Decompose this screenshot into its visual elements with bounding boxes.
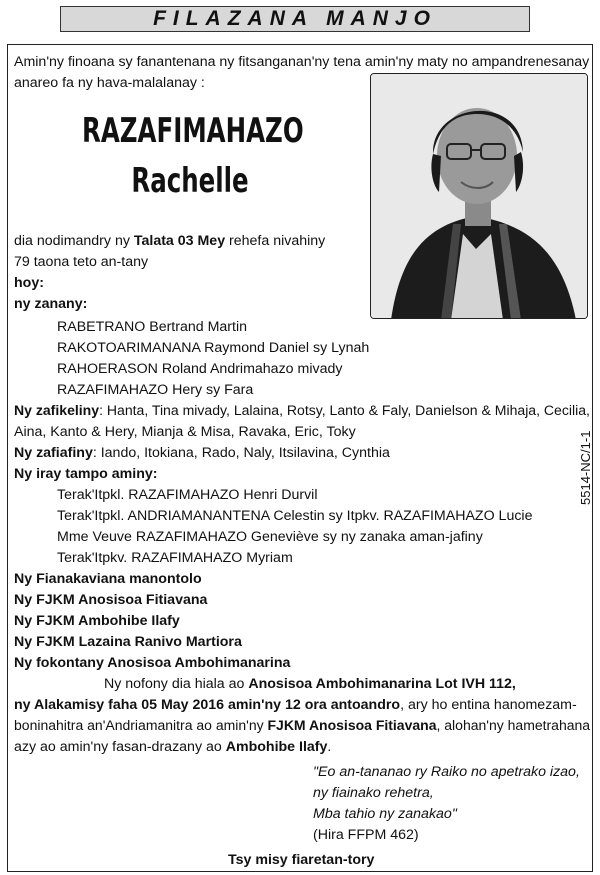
deceased-surname: RAZAFIMAHAZO <box>81 111 304 151</box>
child-item: RAHOERASON Roland Andrimahazo mivady <box>57 361 343 377</box>
closing-text: Tsy misy fiaretan-tory <box>228 852 375 868</box>
group-item: Ny fokontany Anosisoa Ambohimanarina <box>14 655 291 671</box>
child-item: RABETRANO Bertrand Martin <box>57 319 248 335</box>
group-item: Ny FJKM Lazaina Ranivo Martiora <box>14 634 242 650</box>
child-item: RAZAFIMAHAZO Hery sy Fara <box>57 382 254 398</box>
verse-reference: (Hira FFPM 462) <box>313 827 419 843</box>
verse-line-1: "Eo an-tananao ry Raiko no apetrako izao, <box>313 764 580 780</box>
grandchildren-line-1: Ny zafikeliny: Hanta, Tina mivady, Lalaina, Rotsy, Lanto & Faly, Danielson & Mihaja, Cecilia, <box>14 403 590 419</box>
death-age: 79 taona teto an-tany <box>14 254 149 270</box>
portrait-image <box>371 74 588 319</box>
intro-line-2: anareo fa ny hava-malalanay : <box>14 75 205 91</box>
death-date: Talata 03 Mey <box>133 233 226 249</box>
deceased-first-name: Rachelle <box>131 161 249 201</box>
death-text-2: rehefa nivahiny <box>225 233 326 249</box>
siblings-label: Ny iray tampo aminy: <box>14 466 158 482</box>
death-text-1: dia nodimandry ny <box>14 233 134 249</box>
sibling-item: Terak'Itpkl. RAZAFIMAHAZO Henri Durvil <box>57 487 318 503</box>
vigil-line-1: Ny nofony dia hiala ao Anosisoa Ambohimanarina Lot IVH 112, <box>104 676 516 692</box>
group-item: Ny Fianakaviana manontolo <box>14 571 202 587</box>
hoy-label: hoy: <box>14 275 44 291</box>
child-item: RAKOTOARIMANANA Raymond Daniel sy Lynah <box>57 340 370 356</box>
grandchildren-line-2: Aina, Kanto & Hery, Mianja & Misa, Ravaka, Eric, Toky <box>14 424 356 440</box>
vigil-line-2: ny Alakamisy faha 05 May 2016 amin'ny 12 ora antoandro, ary ho entina hanomezam- <box>14 697 577 713</box>
vigil-line-4: azy ao amin'ny fasan-drazany ao Ambohibe Ilafy. <box>14 739 332 755</box>
vigil-line-3: boninahitra an'Andriamanitra ao amin'ny FJKM Anosisoa Fitiavana, alohan'ny hametrahana <box>14 718 591 734</box>
children-label: ny zanany: <box>14 296 88 312</box>
great-grandchildren-line: Ny zafiafiny: Iando, Itokiana, Rado, Naly, Itsilavina, Cynthia <box>14 445 390 461</box>
group-item: Ny FJKM Ambohibe Ilafy <box>14 613 180 629</box>
verse-line-2: ny fiainako rehetra, <box>313 785 434 801</box>
deceased-photo <box>370 73 588 319</box>
header-title: FILAZANA MANJO <box>153 7 437 30</box>
sibling-item: Terak'Itpkv. RAZAFIMAHAZO Myriam <box>57 550 293 566</box>
sibling-item: Mme Veuve RAZAFIMAHAZO Geneviève sy ny zanaka aman-jafiny <box>57 529 483 545</box>
group-item: Ny FJKM Anosisoa Fitiavana <box>14 592 208 608</box>
intro-line-1: Amin'ny finoana sy fanantenana ny fitsanganan'ny tena amin'ny maty no ampandrenesanay <box>14 54 590 70</box>
sibling-item: Terak'Itpkl. ANDRIAMANANTENA Celestin sy Itpkv. RAZAFIMAHAZO Lucie <box>57 508 533 524</box>
death-line <box>14 231 325 252</box>
verse-line-3: Mba tahio ny zanakao" <box>313 806 457 822</box>
header-banner <box>60 6 530 32</box>
side-code: 5514-NC/1-1 <box>578 430 593 505</box>
